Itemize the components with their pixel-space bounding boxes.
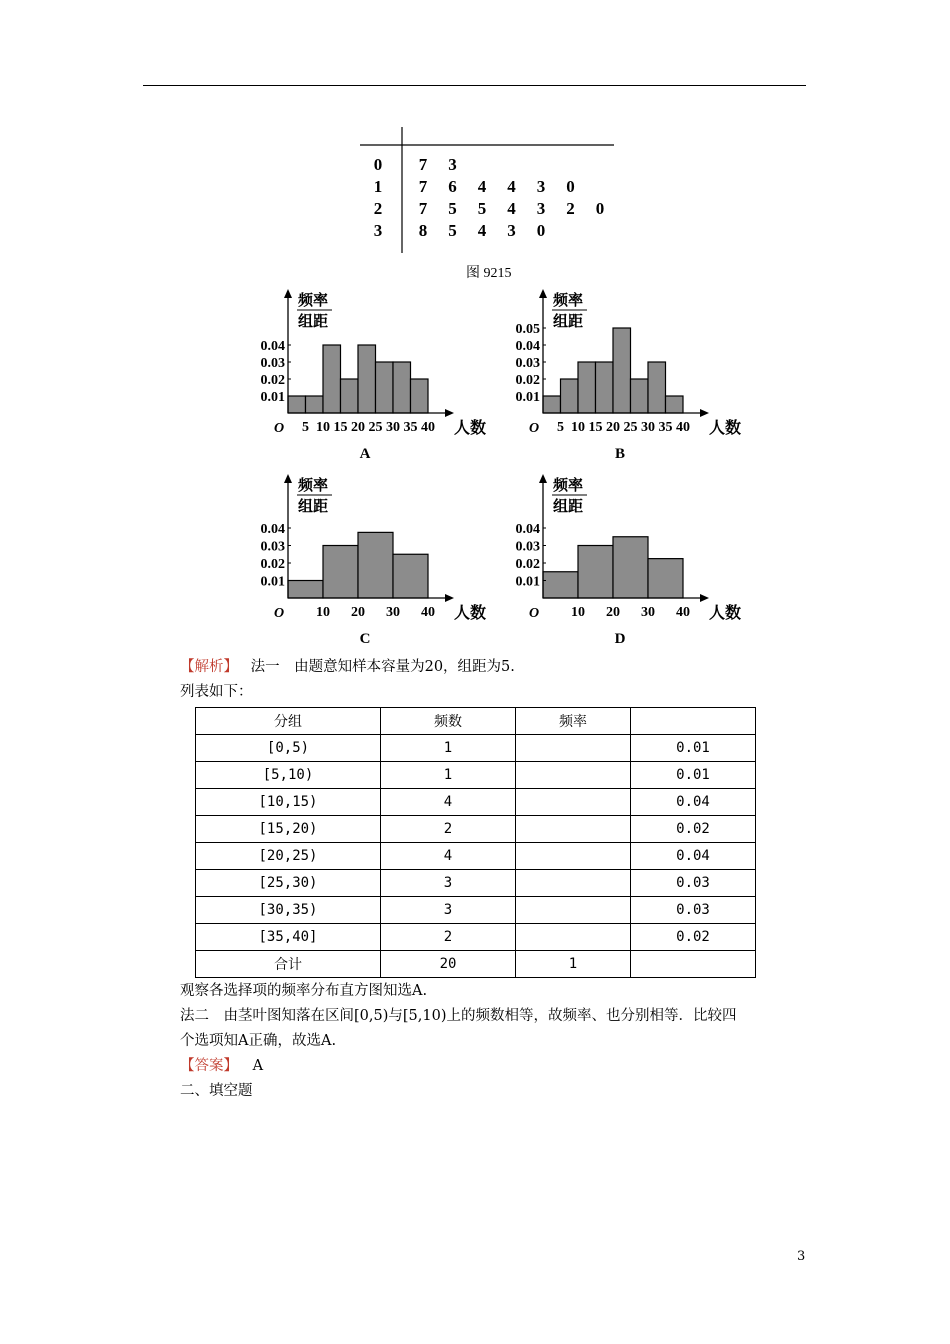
table-header: 分组 — [196, 708, 381, 735]
histogram-c — [240, 470, 500, 654]
histogram-bar — [543, 572, 578, 598]
leaf-value: 7 — [418, 199, 428, 218]
table-cell — [516, 897, 631, 924]
y-tick-label: 0.02 — [260, 557, 285, 572]
histogram-bar — [411, 379, 429, 413]
leaf-value: 4 — [507, 177, 516, 196]
answer-value: A — [252, 1058, 264, 1074]
y-tick-label: 0.02 — [515, 373, 540, 388]
table-row — [196, 897, 756, 924]
table-header: 频率 — [516, 708, 631, 735]
origin-label: O — [529, 606, 540, 621]
x-tick-label: 5 — [302, 420, 309, 435]
table-row — [196, 924, 756, 951]
table-cell — [516, 870, 631, 897]
answer-tag: 【答案】 — [180, 1058, 238, 1074]
y-tick-label: 0.04 — [260, 339, 285, 354]
frequency-table — [195, 707, 756, 978]
y-label-top: 频率 — [553, 478, 584, 494]
y-label-top: 频率 — [298, 293, 329, 309]
histogram-bar — [376, 362, 394, 413]
x-tick-label: 40 — [676, 420, 690, 435]
table-cell: 4 — [381, 789, 516, 816]
method2-line-2: 个选项知A正确，故选A. — [180, 1033, 337, 1049]
x-tick-label: 30 — [641, 420, 655, 435]
y-label-bottom: 组距 — [553, 499, 584, 515]
x-tick-label: 10 — [571, 605, 585, 620]
histogram-bar — [613, 537, 648, 598]
y-label-bottom: 组距 — [298, 499, 329, 515]
histogram-bar — [358, 345, 376, 413]
histogram-bar — [393, 362, 411, 413]
table-cell: 3 — [381, 897, 516, 924]
x-axis-arrow — [445, 594, 454, 602]
y-tick-label: 0.05 — [515, 322, 540, 337]
x-tick-label: 20 — [351, 420, 365, 435]
answer-line — [180, 1053, 263, 1079]
origin-label: O — [274, 421, 285, 436]
histogram-bar — [358, 532, 393, 598]
y-axis-arrow — [284, 289, 292, 298]
histogram-bar — [341, 379, 359, 413]
analysis-line-2: 列表如下： — [180, 684, 253, 700]
histogram-bar — [561, 379, 579, 413]
y-tick-label: 0.02 — [515, 557, 540, 572]
table-cell — [516, 735, 631, 762]
table-cell — [516, 762, 631, 789]
x-axis-label: 人数 — [709, 420, 742, 437]
x-tick-label: 40 — [421, 605, 435, 620]
y-axis-arrow — [539, 474, 547, 483]
table-cell: 0.03 — [631, 870, 756, 897]
leaf-value: 3 — [536, 199, 546, 218]
leaf-value: 7 — [418, 155, 428, 174]
chart-letter: C — [359, 631, 371, 647]
y-tick-label: 0.04 — [515, 522, 540, 537]
table-cell: 1 — [381, 762, 516, 789]
stem-value: 2 — [373, 199, 383, 218]
leaf-value: 2 — [566, 199, 575, 218]
observe-text: 观察各选择项的频率分布直方图知选A. — [180, 983, 428, 999]
x-tick-label: 10 — [316, 420, 330, 435]
y-tick-label: 0.03 — [515, 356, 540, 371]
table-row — [196, 735, 756, 762]
table-row — [196, 843, 756, 870]
leaf-value: 4 — [477, 177, 487, 196]
table-cell: 1 — [381, 735, 516, 762]
histogram-bar — [596, 362, 614, 413]
table-cell: 2 — [381, 816, 516, 843]
table-cell: [35,40] — [196, 924, 381, 951]
leaf-value: 5 — [448, 199, 457, 218]
x-tick-label: 40 — [676, 605, 690, 620]
table-cell — [516, 843, 631, 870]
stem-leaf-svg — [360, 125, 620, 255]
stem-leaf-plot — [360, 125, 620, 255]
leaf-value: 3 — [536, 177, 546, 196]
y-tick-label: 0.01 — [515, 574, 540, 590]
chart-letter: B — [614, 446, 626, 462]
table-header-row — [196, 708, 756, 735]
x-tick-label: 20 — [351, 605, 365, 620]
x-tick-label: 20 — [606, 420, 620, 435]
x-tick-label: 15 — [588, 420, 603, 435]
y-axis-arrow — [284, 474, 292, 483]
leaf-value: 0 — [566, 177, 575, 196]
table-cell: 0.04 — [631, 843, 756, 870]
y-tick-label: 0.03 — [515, 539, 540, 555]
origin-label: O — [529, 421, 540, 436]
histogram-b — [495, 285, 755, 469]
histogram-bar — [323, 546, 358, 599]
leaf-value: 3 — [507, 221, 516, 240]
table-cell: 2 — [381, 924, 516, 951]
table-cell: 0.02 — [631, 816, 756, 843]
y-tick-label: 0.03 — [260, 539, 285, 555]
leaf-value: 8 — [418, 221, 428, 240]
analysis-tag: 【解析】 — [180, 659, 238, 675]
chart-letter: A — [359, 446, 371, 462]
y-label-top: 频率 — [553, 293, 584, 309]
leaf-value: 7 — [418, 177, 428, 196]
x-axis-arrow — [700, 594, 709, 602]
histogram-bar — [648, 559, 683, 598]
y-tick-label: 0.01 — [260, 390, 285, 405]
table-cell: 0.04 — [631, 789, 756, 816]
table-cell: 3 — [381, 870, 516, 897]
histogram-bar — [393, 554, 428, 598]
y-label-bottom: 组距 — [298, 314, 329, 330]
x-tick-label: 30 — [386, 605, 400, 620]
histogram-bar — [578, 546, 613, 599]
histogram-bar — [543, 396, 561, 413]
table-cell: [5,10) — [196, 762, 381, 789]
method2-line-1: 法二 由茎叶图知落在区间[0,5)与[5,10)上的频数相等，故频率、也分别相等．比较四 — [180, 1008, 737, 1024]
leaf-value: 0 — [536, 221, 546, 240]
x-tick-label: 30 — [386, 420, 400, 435]
table-cell — [516, 816, 631, 843]
table-header: 频数 — [381, 708, 516, 735]
table-cell — [516, 789, 631, 816]
table-cell — [516, 924, 631, 951]
table-cell: 4 — [381, 843, 516, 870]
leaf-value: 4 — [507, 199, 516, 218]
section-heading: 二、填空题 — [180, 1083, 253, 1099]
stem-value: 1 — [373, 177, 383, 196]
y-tick-label: 0.04 — [260, 522, 285, 537]
table-cell: 0.01 — [631, 762, 756, 789]
x-tick-label: 5 — [557, 420, 564, 435]
histogram-bar — [288, 581, 323, 599]
x-tick-label: 40 — [421, 420, 435, 435]
y-axis-arrow — [539, 289, 547, 298]
x-axis-arrow — [445, 409, 454, 417]
figure-caption: 图 9215 — [466, 266, 512, 281]
x-tick-label: 25 — [368, 420, 383, 435]
x-tick-label: 25 — [623, 420, 638, 435]
leaf-value: 6 — [448, 177, 457, 196]
histogram-bar — [631, 379, 649, 413]
histogram-bar — [613, 328, 631, 413]
leaf-value: 5 — [477, 199, 487, 218]
stem-value: 0 — [373, 155, 383, 174]
table-row — [196, 816, 756, 843]
y-tick-label: 0.01 — [515, 390, 540, 405]
table-cell — [631, 951, 756, 978]
histogram-bar — [288, 396, 306, 413]
table-row — [196, 870, 756, 897]
table-row — [196, 762, 756, 789]
leaf-value: 3 — [448, 155, 457, 174]
analysis-line-1: 【解析】 法一 由题意知样本容量为20，组距为5. — [180, 659, 515, 675]
histogram-a — [240, 285, 500, 469]
leaf-value: 0 — [595, 199, 605, 218]
table-cell: 1 — [516, 951, 631, 978]
leaf-value: 5 — [448, 221, 457, 240]
x-tick-label: 35 — [658, 420, 673, 435]
leaf-value: 4 — [477, 221, 487, 240]
page-number: 3 — [797, 1249, 806, 1264]
x-axis-label: 人数 — [454, 605, 487, 622]
table-row — [196, 951, 756, 978]
y-tick-label: 0.01 — [260, 574, 285, 590]
table-cell: [30,35) — [196, 897, 381, 924]
x-tick-label: 35 — [403, 420, 418, 435]
histogram-bar — [306, 396, 324, 413]
x-axis-arrow — [700, 409, 709, 417]
table-header — [631, 708, 756, 735]
histogram-bar — [666, 396, 684, 413]
table-cell: 0.03 — [631, 897, 756, 924]
histogram-bar — [648, 362, 666, 413]
table-cell: 20 — [381, 951, 516, 978]
y-tick-label: 0.02 — [260, 373, 285, 388]
x-axis-label: 人数 — [709, 605, 742, 622]
histogram-bar — [578, 362, 596, 413]
y-tick-label: 0.03 — [260, 356, 285, 371]
table-cell: [25,30) — [196, 870, 381, 897]
chart-letter: D — [614, 631, 626, 647]
table-cell: 0.02 — [631, 924, 756, 951]
header-rule — [143, 85, 806, 86]
x-tick-label: 10 — [571, 420, 585, 435]
table-cell: [15,20) — [196, 816, 381, 843]
histogram-d — [495, 470, 755, 654]
table-cell: 0.01 — [631, 735, 756, 762]
origin-label: O — [274, 606, 285, 621]
x-tick-label: 15 — [333, 420, 348, 435]
table-cell: 合计 — [196, 951, 381, 978]
histogram-bar — [323, 345, 341, 413]
table-row — [196, 789, 756, 816]
x-tick-label: 20 — [606, 605, 620, 620]
x-axis-label: 人数 — [454, 420, 487, 437]
y-label-top: 频率 — [298, 478, 329, 494]
stem-value: 3 — [373, 221, 383, 240]
table-cell: [10,15) — [196, 789, 381, 816]
x-tick-label: 30 — [641, 605, 655, 620]
y-tick-label: 0.04 — [515, 339, 540, 354]
table-cell: [0,5) — [196, 735, 381, 762]
x-tick-label: 10 — [316, 605, 330, 620]
y-label-bottom: 组距 — [553, 314, 584, 330]
table-cell: [20,25) — [196, 843, 381, 870]
